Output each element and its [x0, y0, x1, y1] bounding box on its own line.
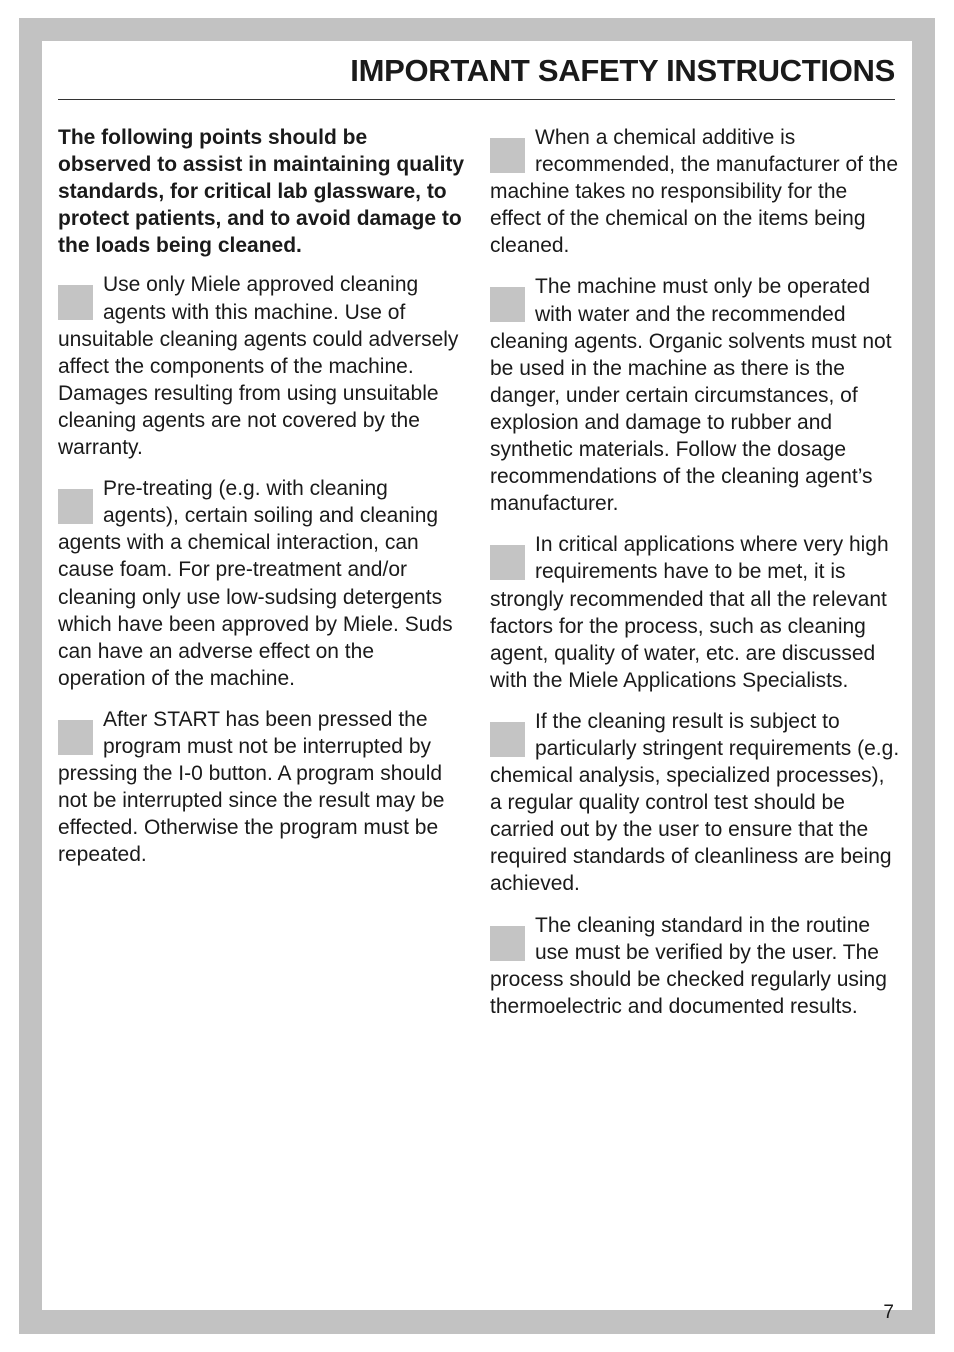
- bullet-marker-icon: [490, 722, 525, 757]
- title-rule: [58, 99, 895, 100]
- bullet-marker-icon: [490, 926, 525, 961]
- safety-item-text: In critical applications where very high requirements have to be met, it is strongly recommended that all the relevant factors for the process, such as cleaning agent, quality of water, etc. are discussed with the Miele Applications Specialists.: [490, 533, 889, 692]
- bullet-marker-icon: [58, 720, 93, 755]
- safety-item-cleaning-agents: [58, 271, 466, 461]
- safety-item-text: The cleaning standard in the routine use must be verified by the user. The process should be checked regularly using thermoelectric and documented results.: [490, 913, 887, 1018]
- safety-item-text: After START has been pressed the program must not be interrupted by pressing the I-0 button. A program should not be interrupted since the result may be effected. Otherwise the program must be repeated.: [58, 707, 445, 867]
- intro-paragraph: The following points should be observed to assist in maintaining quality standards, for critical lab glassware, to protect patients, and to avoid damage to the loads being cleaned.: [58, 126, 465, 258]
- safety-item-chemical-additive: [490, 124, 900, 259]
- bullet-marker-icon: [58, 285, 93, 320]
- safety-item-text: Use only Miele approved cleaning agents with this machine. Use of unsuitable cleaning agents could adversely affect the components of the machine. Damages resulting from using unsuitable cleaning agents are not covered by the warranty.: [58, 273, 459, 460]
- left-column: [58, 124, 466, 882]
- safety-item-cleaning-standard: [490, 912, 900, 1020]
- page-title: IMPORTANT SAFETY INSTRUCTIONS: [350, 53, 895, 88]
- bullet-marker-icon: [490, 138, 525, 173]
- bullet-marker-icon: [58, 489, 93, 524]
- safety-item-pre-treating: [58, 475, 466, 692]
- bullet-marker-icon: [490, 545, 525, 580]
- safety-item-critical-applications: [490, 531, 900, 694]
- safety-item-text: The machine must only be operated with water and the recommended cleaning agents. Organic solvents must not be used in the machine as there is the danger, under certain circumstances, of explosion and damage to rubber and synthetic materials. Follow the dosage recommendations of the cleaning agent’s manufacturer.: [490, 275, 892, 516]
- safety-item-program-interruption: [58, 706, 466, 869]
- safety-item-text: If the cleaning result is subject to particularly stringent requirements (e.g. chemical analysis, specialized processes), a regular quality control test should be carried out by the user to ensure that the required standards of cleanliness are being achieved.: [490, 709, 900, 896]
- safety-item-text: When a chemical additive is recommended, the manufacturer of the machine takes no responsibility for the effect of the chemical on the items being cleaned.: [490, 126, 899, 258]
- page-number: 7: [883, 1302, 894, 1323]
- safety-item-text: Pre-treating (e.g. with cleaning agents), certain soiling and cleaning agents with a chemical interaction, can cause foam. For pre-treatment and/or cleaning only use low-sudsing detergents which have been approved by Miele. Suds can have an adverse effect on the operation of the machine.: [58, 477, 453, 690]
- right-column: [490, 124, 900, 1034]
- safety-item-quality-control: [490, 708, 900, 898]
- safety-item-water-and-agents: [490, 273, 900, 517]
- bullet-marker-icon: [490, 287, 525, 322]
